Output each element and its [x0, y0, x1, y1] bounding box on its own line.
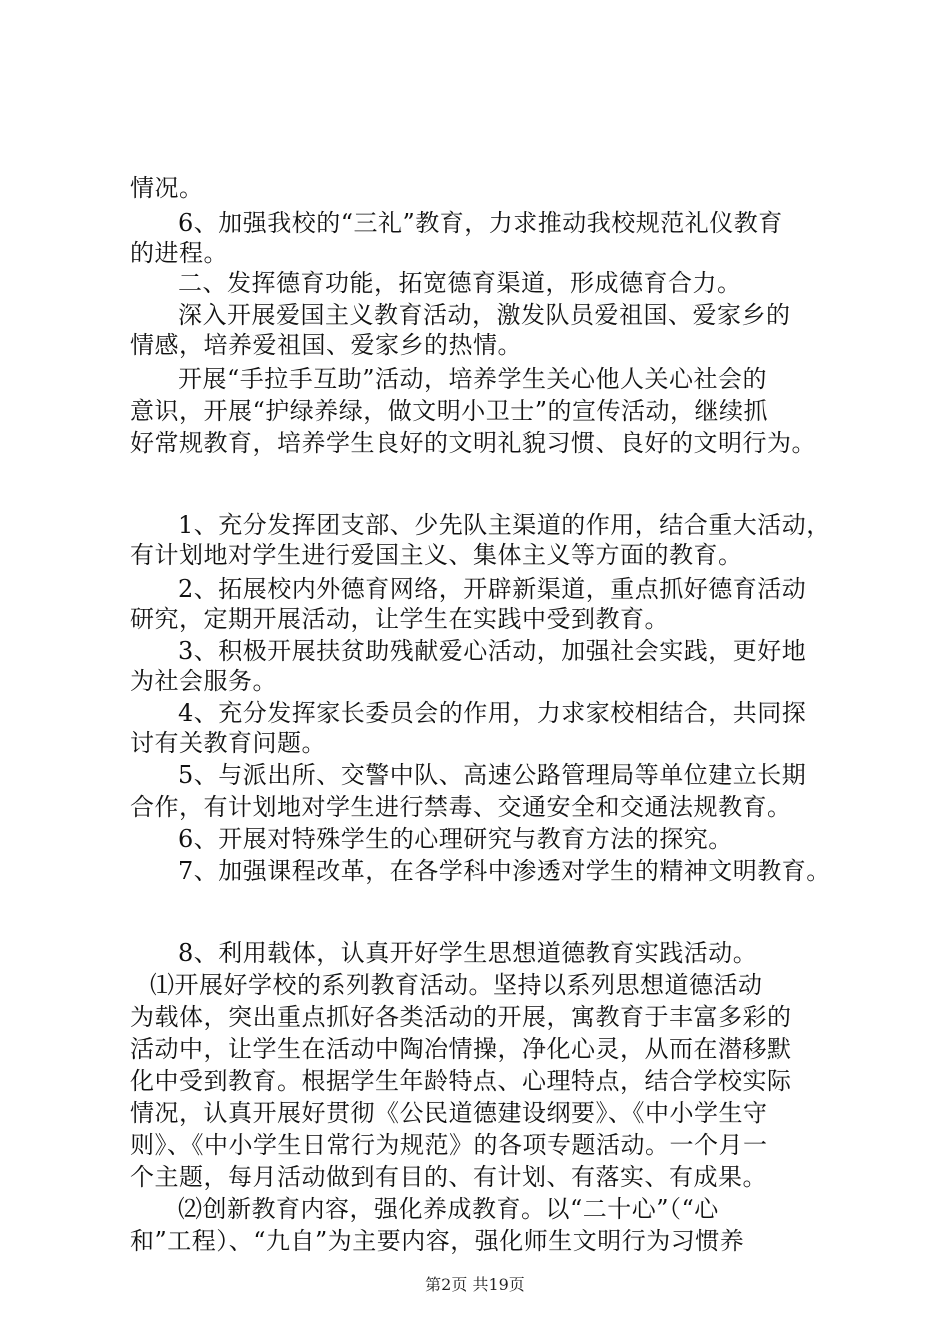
text-line: ⑴开展好学校的系列教育活动。坚持以系列思想道德活动: [150, 971, 763, 999]
text-line: 7、加强课程改革，在各学科中渗透对学生的精神文明教育。: [178, 857, 831, 885]
text-line: 5、与派出所、交警中队、高速公路管理局等单位建立长期: [178, 761, 807, 789]
text-line: 情感，培养爱祖国、爱家乡的热情。: [130, 331, 522, 359]
section-heading: 二、发挥德育功能，拓宽德育渠道，形成德育合力。: [178, 269, 742, 297]
text-line: 有计划地对学生进行爱国主义、集体主义等方面的教育。: [130, 541, 743, 569]
text-line: 3、积极开展扶贫助残献爱心活动，加强社会实践，更好地: [178, 637, 807, 665]
text-line: 6、开展对特殊学生的心理研究与教育方法的探究。: [178, 825, 733, 853]
text-line: 化中受到教育。根据学生年龄特点、心理特点，结合学校实际: [130, 1067, 792, 1095]
text-line: 2、拓展校内外德育网络，开辟新渠道，重点抓好德育活动: [178, 575, 807, 603]
text-line: 研究，定期开展活动，让学生在实践中受到教育。: [130, 605, 669, 633]
text-line: 开展“手拉手互助”活动，培养学生关心他人关心社会的: [178, 365, 768, 393]
text-line: 深入开展爱国主义教育活动，激发队员爱祖国、爱家乡的: [178, 301, 791, 329]
text-line: 情况，认真开展好贯彻《公民道德建设纲要》、《中小学生守: [130, 1099, 768, 1127]
text-line: 的进程。: [130, 239, 228, 267]
text-line: 为载体，突出重点抓好各类活动的开展，寓教育于丰富多彩的: [130, 1003, 792, 1031]
page-number-footer: 第2页 共19页: [425, 1275, 525, 1294]
text-line: 讨有关教育问题。: [130, 729, 326, 757]
text-line: 为社会服务。: [130, 667, 277, 695]
text-line: 情况。: [130, 174, 204, 202]
text-line: 和”工程）、“九自”为主要内容，强化师生文明行为习惯养: [130, 1227, 745, 1255]
text-line: 活动中，让学生在活动中陶冶情操，净化心灵，从而在潜移默: [130, 1035, 792, 1063]
text-line: 6、加强我校的“三礼”教育，力求推动我校规范礼仪教育: [178, 209, 783, 237]
text-line: ⑵创新教育内容，强化养成教育。以“二十心”（“心: [178, 1195, 719, 1223]
text-line: 则》、《中小学生日常行为规范》的各项专题活动。一个月一: [130, 1131, 768, 1159]
text-line: 1、充分发挥团支部、少先队主渠道的作用，结合重大活动，: [178, 511, 831, 539]
text-line: 好常规教育，培养学生良好的文明礼貌习惯、良好的文明行为。: [130, 429, 816, 457]
text-line: 合作，有计划地对学生进行禁毒、交通安全和交通法规教育。: [130, 793, 792, 821]
text-line: 8、利用载体，认真开好学生思想道德教育实践活动。: [178, 939, 758, 967]
text-line: 4、充分发挥家长委员会的作用，力求家校相结合，共同探: [178, 699, 807, 727]
text-line: 意识，开展“护绿养绿，做文明小卫士”的宣传活动，继续抓: [130, 397, 769, 425]
text-line: 个主题，每月活动做到有目的、有计划、有落实、有成果。: [130, 1163, 767, 1191]
